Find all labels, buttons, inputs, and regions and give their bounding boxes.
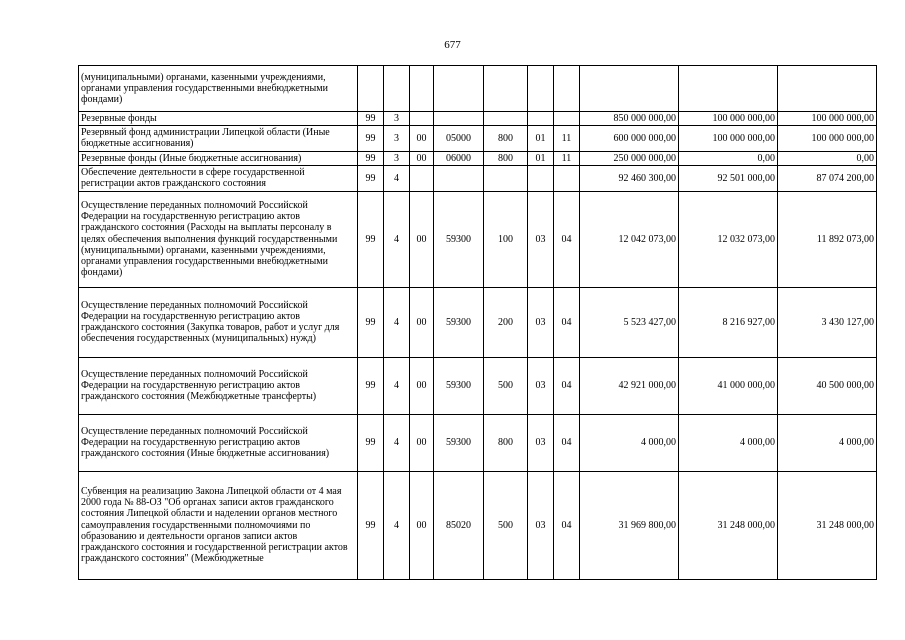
code-section: 03 bbox=[528, 191, 554, 287]
row-name: Субвенция на реализацию Закона Липецкой области от 4 мая 2000 года № 88-ОЗ "Об органах записи актов гражданского состояния Липецкой области и наделении органов местного самоуправления государственными полномочиями по образованию и деятельности органов записи актов гражданского состояния и государственной регистрации актов гражданского состояния" (Межбюджетные bbox=[79, 471, 358, 579]
amount-year-1: 12 042 073,00 bbox=[580, 191, 679, 287]
table-row bbox=[79, 151, 877, 165]
code-main-event: 00 bbox=[410, 414, 434, 471]
code-subprogram: 4 bbox=[384, 357, 410, 414]
code-subprogram: 4 bbox=[384, 287, 410, 357]
code-expense-type bbox=[484, 66, 528, 112]
amount-year-3: 11 892 073,00 bbox=[778, 191, 877, 287]
code-program: 99 bbox=[358, 126, 384, 151]
amount-year-1: 4 000,00 bbox=[580, 414, 679, 471]
amount-year-1: 250 000 000,00 bbox=[580, 151, 679, 165]
amount-year-1: 42 921 000,00 bbox=[580, 357, 679, 414]
code-direction: 59300 bbox=[434, 287, 484, 357]
code-main-event: 00 bbox=[410, 471, 434, 579]
code-subprogram bbox=[384, 66, 410, 112]
code-direction: 59300 bbox=[434, 357, 484, 414]
row-name: (муниципальными) органами, казенными учреждениями, органами управления государственными внебюджетными фондами) bbox=[79, 66, 358, 112]
code-subprogram: 4 bbox=[384, 414, 410, 471]
amount-year-1: 92 460 300,00 bbox=[580, 165, 679, 191]
code-section bbox=[528, 66, 554, 112]
amount-year-2: 100 000 000,00 bbox=[679, 126, 778, 151]
code-program: 99 bbox=[358, 357, 384, 414]
code-subsection: 11 bbox=[554, 151, 580, 165]
amount-year-3: 0,00 bbox=[778, 151, 877, 165]
amount-year-3: 3 430 127,00 bbox=[778, 287, 877, 357]
table-row bbox=[79, 357, 877, 414]
code-expense-type: 500 bbox=[484, 471, 528, 579]
code-expense-type: 200 bbox=[484, 287, 528, 357]
code-main-event bbox=[410, 165, 434, 191]
amount-year-3: 100 000 000,00 bbox=[778, 112, 877, 126]
row-name: Резервный фонд администрации Липецкой области (Иные бюджетные ассигнования) bbox=[79, 126, 358, 151]
row-name: Резервные фонды (Иные бюджетные ассигнования) bbox=[79, 151, 358, 165]
budget-table bbox=[78, 65, 877, 580]
code-subprogram: 4 bbox=[384, 471, 410, 579]
code-program: 99 bbox=[358, 471, 384, 579]
amount-year-2: 8 216 927,00 bbox=[679, 287, 778, 357]
code-main-event bbox=[410, 66, 434, 112]
code-main-event: 00 bbox=[410, 357, 434, 414]
code-subsection: 04 bbox=[554, 414, 580, 471]
table-row bbox=[79, 112, 877, 126]
code-section: 03 bbox=[528, 471, 554, 579]
code-subprogram: 3 bbox=[384, 126, 410, 151]
code-subsection: 04 bbox=[554, 471, 580, 579]
code-main-event: 00 bbox=[410, 126, 434, 151]
code-subprogram: 4 bbox=[384, 165, 410, 191]
code-direction: 59300 bbox=[434, 191, 484, 287]
page-number: 677 bbox=[444, 39, 461, 51]
amount-year-2: 4 000,00 bbox=[679, 414, 778, 471]
code-direction bbox=[434, 165, 484, 191]
amount-year-3: 31 248 000,00 bbox=[778, 471, 877, 579]
amount-year-1: 850 000 000,00 bbox=[580, 112, 679, 126]
table-row bbox=[79, 66, 877, 112]
amount-year-1: 600 000 000,00 bbox=[580, 126, 679, 151]
row-name: Обеспечение деятельности в сфере государственной регистрации актов гражданского состояния bbox=[79, 165, 358, 191]
table-row bbox=[79, 165, 877, 191]
code-section bbox=[528, 112, 554, 126]
row-name: Осуществление переданных полномочий Российской Федерации на государственную регистрацию актов гражданского состояния (Иные бюджетные ассигнования) bbox=[79, 414, 358, 471]
code-subsection: 04 bbox=[554, 287, 580, 357]
table-body bbox=[79, 66, 877, 580]
code-direction: 05000 bbox=[434, 126, 484, 151]
code-subprogram: 4 bbox=[384, 191, 410, 287]
amount-year-2: 41 000 000,00 bbox=[679, 357, 778, 414]
table-row bbox=[79, 287, 877, 357]
amount-year-1: 5 523 427,00 bbox=[580, 287, 679, 357]
code-expense-type: 800 bbox=[484, 151, 528, 165]
code-subsection: 04 bbox=[554, 191, 580, 287]
row-name: Осуществление переданных полномочий Российской Федерации на государственную регистрацию актов гражданского состояния (Закупка товаров, работ и услуг для обеспечения государственных (муниципальных) нужд) bbox=[79, 287, 358, 357]
amount-year-1: 31 969 800,00 bbox=[580, 471, 679, 579]
amount-year-2: 92 501 000,00 bbox=[679, 165, 778, 191]
code-expense-type bbox=[484, 165, 528, 191]
code-subsection: 11 bbox=[554, 126, 580, 151]
amount-year-2 bbox=[679, 66, 778, 112]
amount-year-2: 100 000 000,00 bbox=[679, 112, 778, 126]
amount-year-2: 31 248 000,00 bbox=[679, 471, 778, 579]
code-subsection bbox=[554, 165, 580, 191]
code-program: 99 bbox=[358, 191, 384, 287]
code-direction: 59300 bbox=[434, 414, 484, 471]
code-expense-type: 500 bbox=[484, 357, 528, 414]
amount-year-1 bbox=[580, 66, 679, 112]
code-direction: 06000 bbox=[434, 151, 484, 165]
amount-year-2: 0,00 bbox=[679, 151, 778, 165]
code-expense-type: 800 bbox=[484, 414, 528, 471]
code-expense-type: 100 bbox=[484, 191, 528, 287]
code-direction: 85020 bbox=[434, 471, 484, 579]
code-subprogram: 3 bbox=[384, 151, 410, 165]
amount-year-3: 40 500 000,00 bbox=[778, 357, 877, 414]
code-main-event: 00 bbox=[410, 191, 434, 287]
row-name: Резервные фонды bbox=[79, 112, 358, 126]
table-row bbox=[79, 126, 877, 151]
code-section: 03 bbox=[528, 357, 554, 414]
code-main-event bbox=[410, 112, 434, 126]
code-expense-type: 800 bbox=[484, 126, 528, 151]
table-row bbox=[79, 414, 877, 471]
amount-year-3: 100 000 000,00 bbox=[778, 126, 877, 151]
code-direction bbox=[434, 66, 484, 112]
row-name: Осуществление переданных полномочий Российской Федерации на государственную регистрацию актов гражданского состояния (Расходы на выплаты персоналу в целях обеспечения выполнения функций государственными (муниципальными) органами, казенными учреждениями, органами управления государственными внебюджетными фондами) bbox=[79, 191, 358, 287]
amount-year-3: 4 000,00 bbox=[778, 414, 877, 471]
code-main-event: 00 bbox=[410, 151, 434, 165]
code-expense-type bbox=[484, 112, 528, 126]
code-section bbox=[528, 165, 554, 191]
table-row bbox=[79, 471, 877, 579]
code-section: 03 bbox=[528, 287, 554, 357]
table-row bbox=[79, 191, 877, 287]
code-section: 01 bbox=[528, 126, 554, 151]
code-subsection: 04 bbox=[554, 357, 580, 414]
amount-year-3: 87 074 200,00 bbox=[778, 165, 877, 191]
code-program bbox=[358, 66, 384, 112]
code-subprogram: 3 bbox=[384, 112, 410, 126]
amount-year-3 bbox=[778, 66, 877, 112]
code-main-event: 00 bbox=[410, 287, 434, 357]
code-subsection bbox=[554, 66, 580, 112]
row-name: Осуществление переданных полномочий Российской Федерации на государственную регистрацию актов гражданского состояния (Межбюджетные трансферты) bbox=[79, 357, 358, 414]
code-program: 99 bbox=[358, 151, 384, 165]
code-section: 03 bbox=[528, 414, 554, 471]
code-program: 99 bbox=[358, 165, 384, 191]
code-program: 99 bbox=[358, 414, 384, 471]
code-program: 99 bbox=[358, 287, 384, 357]
amount-year-2: 12 032 073,00 bbox=[679, 191, 778, 287]
code-subsection bbox=[554, 112, 580, 126]
code-program: 99 bbox=[358, 112, 384, 126]
code-section: 01 bbox=[528, 151, 554, 165]
code-direction bbox=[434, 112, 484, 126]
